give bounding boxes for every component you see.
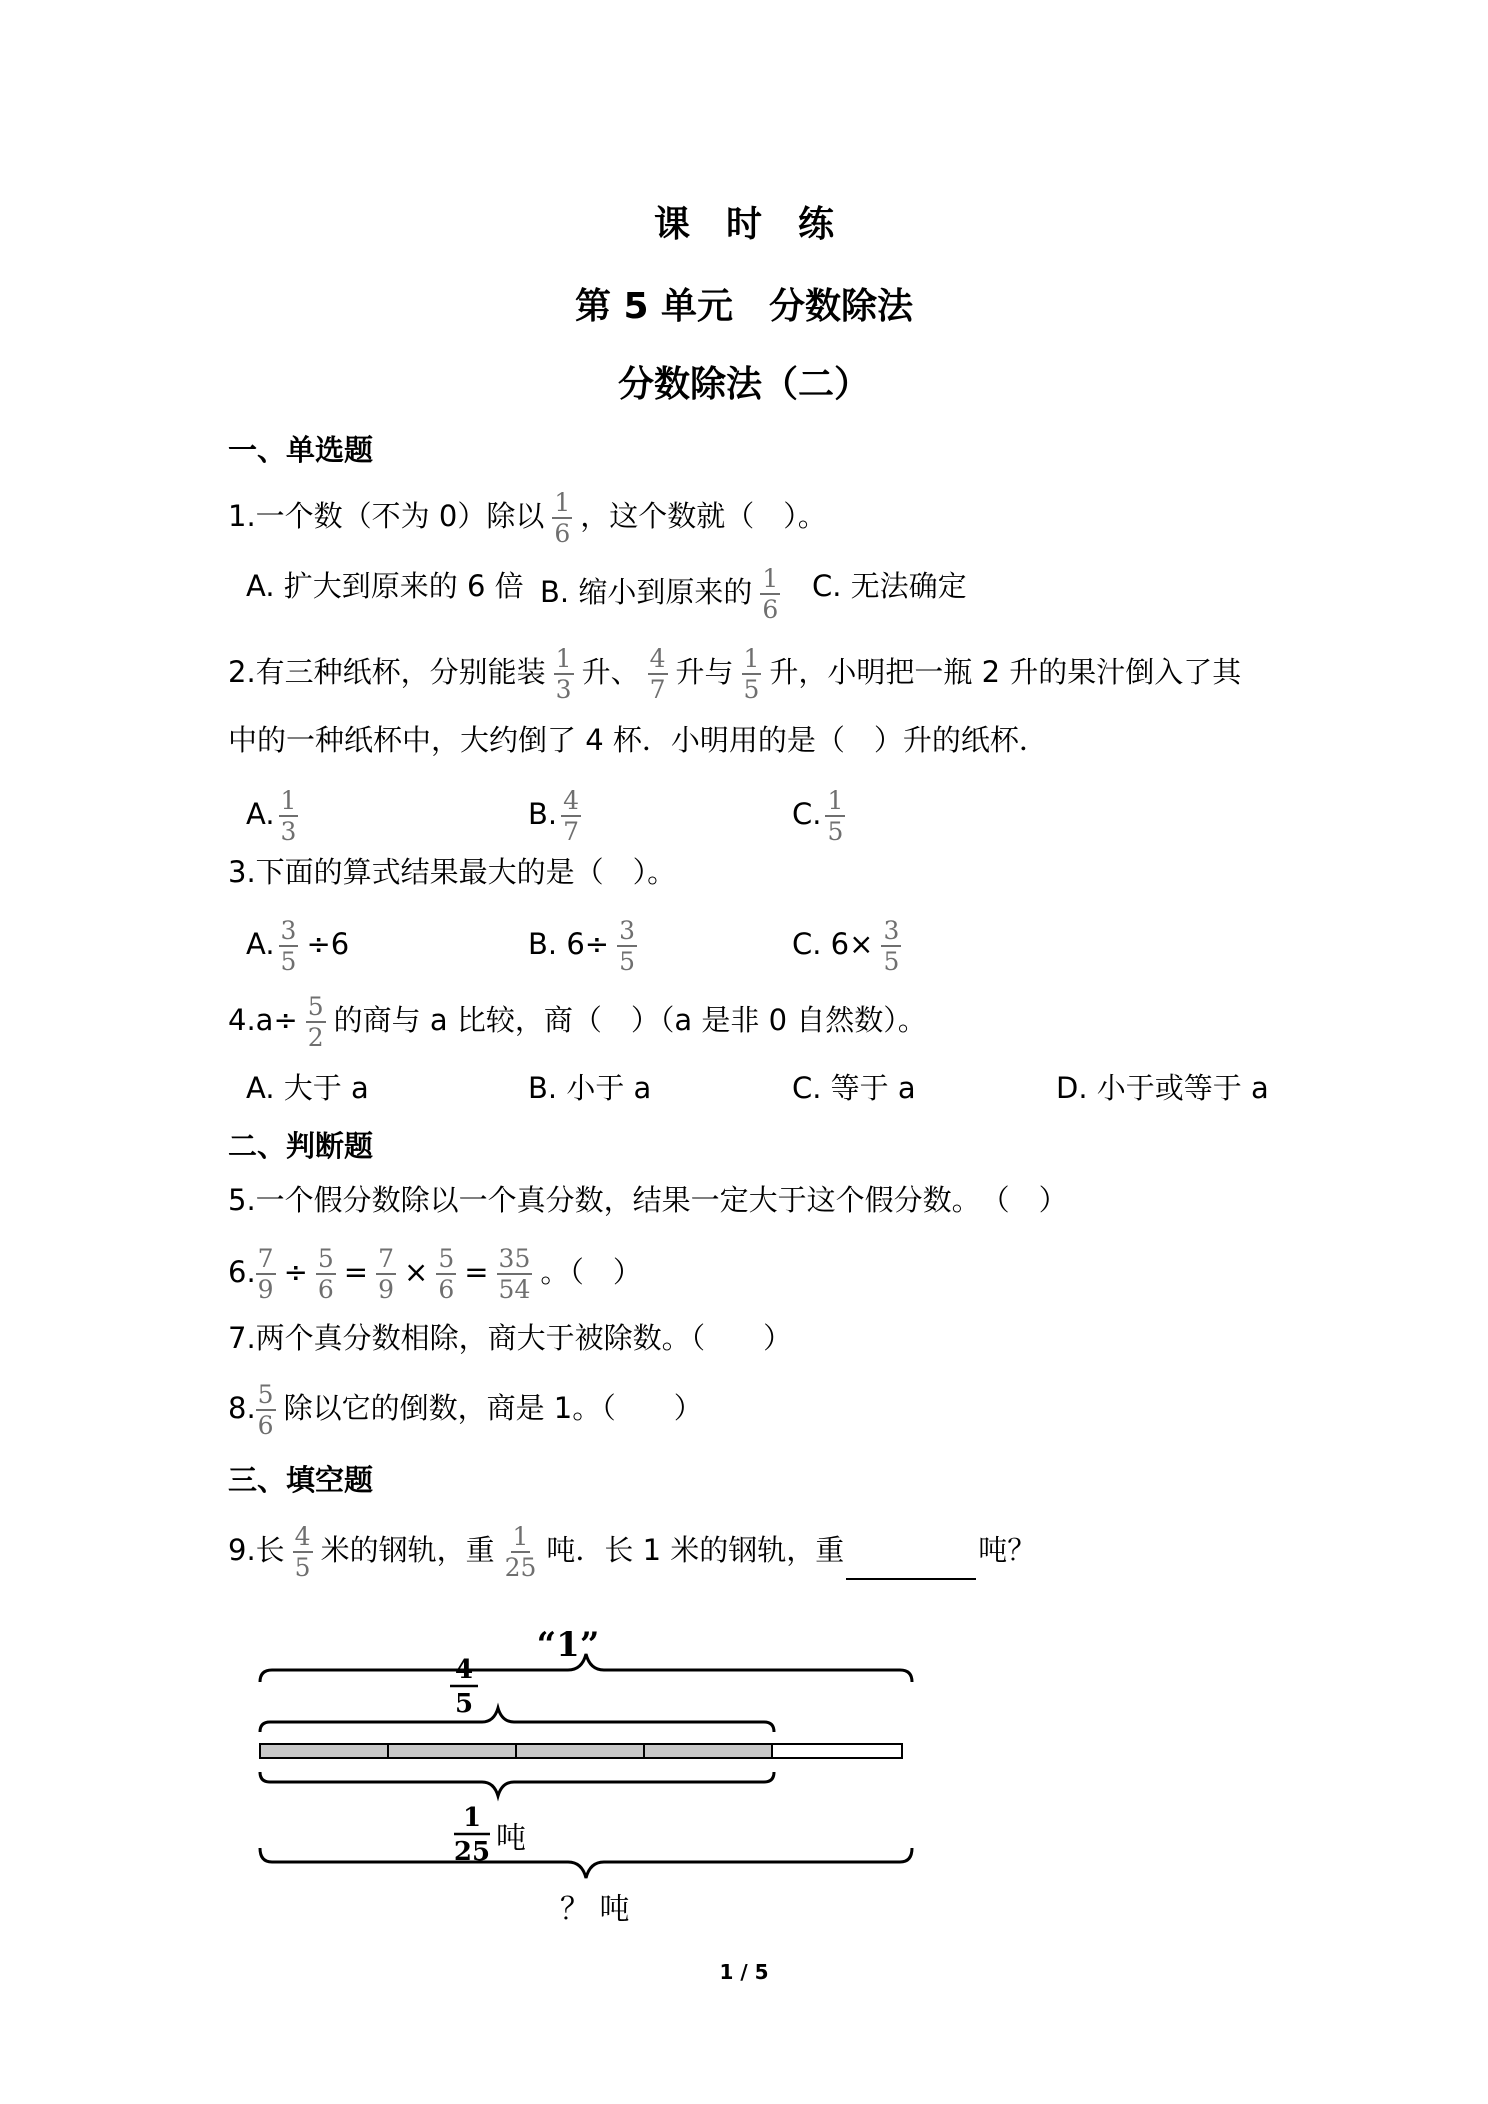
rail-unshaded	[772, 1744, 902, 1758]
q4-option-b[interactable]: B. 小于 a	[528, 1071, 652, 1105]
section-heading-single-choice: 一、单选题	[228, 433, 374, 467]
four-fifths-brace	[260, 1708, 774, 1732]
question-7: 7.两个真分数相除，商大于被除数。（ ）	[228, 1321, 793, 1355]
q1-option-b[interactable]: B. 缩小到原来的 $\frac{1}{6}$	[540, 564, 779, 624]
diagram-ton-label: 吨	[496, 1821, 526, 1856]
answer-blank[interactable]	[846, 1548, 976, 1580]
q3-option-c[interactable]: C. 6× $\frac{3}{5}$	[792, 916, 900, 976]
q4-option-c[interactable]: C. 等于 a	[792, 1071, 916, 1105]
q1-option-c[interactable]: C. 无法确定	[812, 569, 967, 603]
question-9: 9.长 $\frac{4}{5}$ 米的钢轨，重 $\frac{1}{25}$ 吨．长 1 米的钢轨，重 吨？	[228, 1522, 1037, 1582]
q3-option-a[interactable]: A. $\frac{3}{5}$ ÷6	[246, 916, 350, 976]
diagram-frac-top-n: 4	[454, 1655, 474, 1685]
question-5: 5.一个假分数除以一个真分数，结果一定大于这个假分数。 （ ）	[228, 1183, 1068, 1217]
section-heading-fill-blank: 三、填空题	[228, 1463, 374, 1497]
diagram-frac-bottom-n: 1	[462, 1803, 482, 1833]
q1-text-pre: 1.一个数（不为 0）除以	[228, 499, 545, 533]
page-number: 1 / 5	[719, 1960, 769, 1984]
diagram-frac-top-d: 5	[454, 1689, 474, 1719]
q1-text-post: ，这个数就（ ）。	[580, 499, 827, 533]
section-heading-true-false: 二、判断题	[228, 1129, 374, 1163]
question-2-line-2: 中的一种纸杯中，大约倒了 4 杯．小明用的是（ ）升的纸杯．	[228, 723, 1048, 757]
unit-title: 第 5 单元 分数除法	[574, 286, 914, 327]
q1-fraction: $\frac{1}{6}$	[554, 488, 571, 548]
q4-option-a[interactable]: A. 大于 a	[246, 1071, 369, 1105]
rail-diagram	[250, 1600, 930, 1900]
q4-option-d[interactable]: D. 小于或等于 a	[1056, 1071, 1269, 1105]
weight-brace	[260, 1772, 774, 1796]
question-4: 4.a÷ $\frac{5}{2}$ 的商与 a 比较，商（ ）（a 是非 0 自然数）。	[228, 992, 927, 1052]
lesson-title: 分数除法（二）	[617, 364, 870, 405]
total-length-brace	[260, 1654, 912, 1682]
diagram-frac-bottom-d: 25	[453, 1837, 491, 1867]
q2-option-b[interactable]: B. $\frac{4}{7}$	[528, 786, 580, 846]
question-3: 3.下面的算式结果最大的是（ ）。	[228, 855, 677, 889]
question-8: 8. $\frac{5}{6}$ 除以它的倒数，商是 1。（ ）	[228, 1380, 703, 1440]
question-1	[228, 490, 827, 546]
diagram-question-label: ？ 吨	[560, 1892, 630, 1927]
q3-option-b[interactable]: B. 6÷ $\frac{3}{5}$	[528, 916, 635, 976]
diagram-label-one: “1”	[536, 1625, 600, 1665]
q2-option-a[interactable]: A. $\frac{1}{3}$	[246, 786, 297, 846]
total-weight-brace	[260, 1848, 912, 1878]
q2-option-c[interactable]: C. $\frac{1}{5}$	[792, 786, 844, 846]
worksheet-title: 课 时 练	[653, 204, 834, 245]
question-2-line-1: 2.有三种纸杯，分别能装 $\frac{1}{3}$ 升、 $\frac{4}{7}$ 升与 $\frac{1}{5}$ 升，小明把一瓶 2 升的果汁倒入了其	[228, 644, 1242, 704]
question-6: 6. $\frac{7}{9}$ ÷ $\frac{5}{6}$ = $\frac{7}{9}$ × $\frac{5}{6}$ = $\frac{35}{54}$ 。（ ）	[228, 1244, 642, 1304]
q1-option-a[interactable]: A. 扩大到原来的 6 倍	[246, 569, 524, 603]
